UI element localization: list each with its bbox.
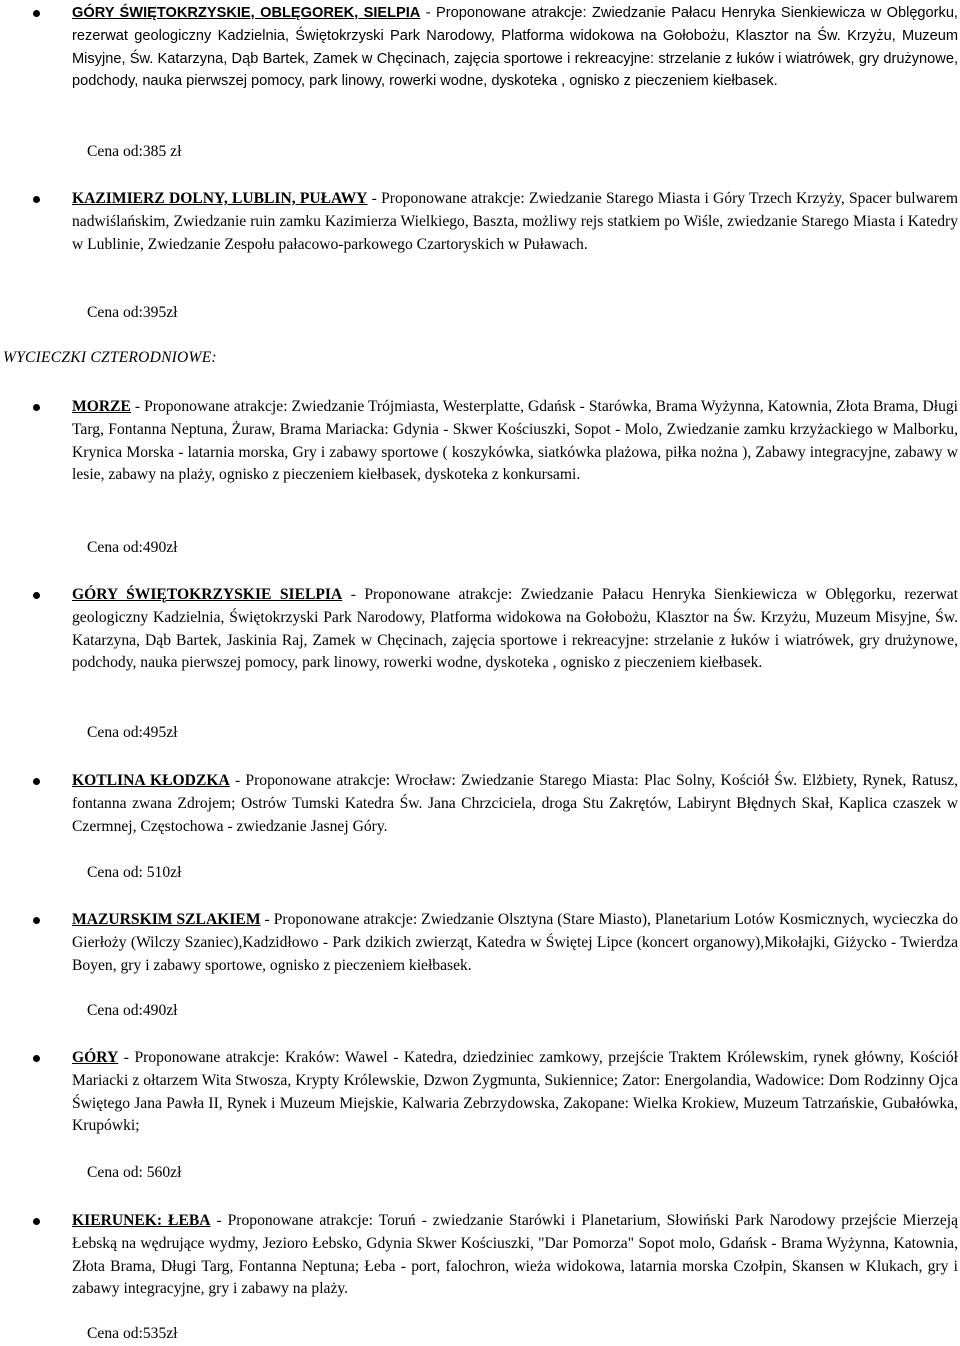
offer-item <box>72 584 958 675</box>
offer-title: KAZIMIERZ DOLNY, LUBLIN, PUŁAWY <box>72 190 368 207</box>
offer-description <box>72 188 958 256</box>
offer-title: GÓRY ŚWIĘTOKRZYSKIE SIELPIA <box>72 586 343 603</box>
offer-item <box>72 770 958 838</box>
bullet-icon <box>33 196 40 203</box>
offer-title: GÓRY ŚWIĘTOKRZYSKIE, OBLĘGOREK, SIELPIA <box>72 5 421 21</box>
bullet-icon <box>33 1055 40 1062</box>
offer-text: - Proponowane atrakcje: Zwiedzanie Trójmiasta, Westerplatte, Gdańsk - Starówka, Brama Wyżynna, Katownia, Złota Brama, Długi Targ, Fontanna Neptuna, Żuraw, Brama Mariacka: Gdynia - Skwer Kościuszki, Sopot - Molo, Zwiedzanie zamku krzyżackiego w Malborku, Krynica Morska - latarnia morska, Gry i zabawy sportowe ( koszykówka, siatkówka plażowa, piłka nożna ), Zabawy integracyjne, zabawy w lesie, zabawy na plaży, ognisko z pieczeniem kiełbasek, dyskoteka z konkursami. <box>72 398 958 484</box>
offer-price: Cena od: 560zł <box>87 1164 182 1181</box>
offer-price: Cena od: 510zł <box>87 864 182 881</box>
bullet-icon <box>33 404 40 411</box>
offer-price: Cena od:535zł <box>87 1325 178 1342</box>
offer-price: Cena od:490zł <box>87 1002 178 1019</box>
section-heading: WYCIECZKI CZTERODNIOWE: <box>3 349 217 366</box>
offer-text: - Proponowane atrakcje: Kraków: Wawel - Katedra, dziedziniec zamkowy, przejście Traktem Królewskim, rynek główny, Kościół Mariacki z ołtarzem Wita Stwosza, Krypty Królewskie, Dzwon Zygmunta, Sukiennice; Zator: Energolandia, Wadowice: Dom Rodzinny Ojca Świętego Jana Pawła II, Rynek i Muzeum Miejskie, Kalwaria Zebrzydowska, Zakopane: Wielka Krokiew, Muzeum Tatrzańskie, Gubałówka, Krupówki; <box>72 1049 958 1135</box>
offer-title: MORZE <box>72 398 131 415</box>
offer-item <box>72 1210 958 1301</box>
offer-text: - Proponowane atrakcje: Zwiedzanie Pałacu Henryka Sienkiewicza w Oblęgorku, rezerwat geologiczny Kadzielnia, Świętokrzyski Park Narodowy, Platforma widokowa na Gołobożu, Klasztor na Św. Krzyżu, Muzeum Misyjne, Św. Katarzyna, Dąb Bartek, Jaskinia Raj, Zamek w Chęcinach, zajęcia sportowe i rekreacyjne: strzelanie z łuków i wiatrówek, gry drużynowe, podchody, nauka pierwszej pomocy, park linowy, rowerki wodne, dyskoteka , ognisko z pieczeniem kiełbasek. <box>72 586 958 672</box>
offer-item <box>72 396 958 487</box>
offer-title: KIERUNEK: ŁEBA <box>72 1212 211 1229</box>
bullet-icon <box>33 10 40 17</box>
offer-item <box>72 1047 958 1138</box>
offer-description <box>72 1210 958 1301</box>
offer-item <box>72 188 958 256</box>
bullet-icon <box>33 917 40 924</box>
offer-description <box>72 909 958 977</box>
offer-text: - Proponowane atrakcje: Wrocław: Zwiedzanie Starego Miasta: Plac Solny, Kościół Św. Elżbiety, Rynek, Ratusz, fontanna zwana Zdrojem; Ostrów Tumski Katedra Św. Jana Chrzciciela, droga Stu Zakrętów, Labirynt Błędnych Skał, Kaplica czaszek w Czermnej, Częstochowa - zwiedzanie Jasnej Góry. <box>72 772 959 835</box>
bullet-icon <box>33 592 40 599</box>
offer-item <box>72 909 958 977</box>
offer-text: - Proponowane atrakcje: Toruń - zwiedzanie Starówki i Planetarium, Słowiński Park Narodowy przejście Mierzeją Łebską na wędrujące wydmy, Jezioro Łebsko, Gdynia Skwer Kościuszki, "Dar Pomorza" Sopot molo, Gdańsk - Brama Wyżynna, Katownia, Złota Brama, Długi Targ, Fontanna Neptuna; Łeba - port, falochron, wieża widokowa, latarnia morska Czołpin, Skansen w Klukach, gry i zabawy integracyjne, gry i zabawy na plaży. <box>72 1212 958 1298</box>
offer-description <box>72 584 958 675</box>
offer-item <box>72 2 958 93</box>
offer-price: Cena od:395zł <box>87 304 178 321</box>
offer-text: - Proponowane atrakcje: Zwiedzanie Starego Miasta i Góry Trzech Krzyży, Spacer bulwarem nadwiślańskim, Zwiedzanie ruin zamku Kazimierza Wielkiego, Baszta, możliwy rejs statkiem po Wiśle, zwiedzanie Starego Miasta i Katedry w Lublinie, Zwiedzanie Zespołu pałacowo-parkowego Czartoryskich w Puławach. <box>72 190 959 253</box>
offer-price: Cena od:385 zł <box>87 143 182 160</box>
bullet-icon <box>33 1218 40 1225</box>
offer-description <box>72 396 958 487</box>
offer-title: MAZURSKIM SZLAKIEM <box>72 911 261 928</box>
offer-text: - Proponowane atrakcje: Zwiedzanie Olsztyna (Stare Miasto), Planetarium Lotów Kosmicznych, wycieczka do Gierłoży (Wilczy Szaniec),Kadzidłowo - Park dzikich zwierząt, Katedra w Świętej Lipce (koncert organowy),Mikołajki, Giżycko - Twierdza Boyen, gry i zabawy sportowe, ognisko z pieczeniem kiełbasek. <box>72 911 958 974</box>
offer-description <box>72 1047 958 1138</box>
offer-title: KOTLINA KŁODZKA <box>72 772 230 789</box>
offer-price: Cena od:495zł <box>87 724 178 741</box>
offer-title: GÓRY <box>72 1049 119 1066</box>
offer-description <box>72 770 958 838</box>
offer-description <box>72 2 958 93</box>
bullet-icon <box>33 778 40 785</box>
offer-price: Cena od:490zł <box>87 539 178 556</box>
offer-text: - Proponowane atrakcje: Zwiedzanie Pałacu Henryka Sienkiewicza w Oblęgorku, rezerwat geologiczny Kadzielnia, Świętokrzyski Park Narodowy, Platforma widokowa na Gołobożu, Klasztor na Św. Krzyżu, Muzeum Misyjne, Św. Katarzyna, Dąb Bartek, Zamek w Chęcinach, zajęcia sportowe i rekreacyjne: strzelanie z łuków i wiatrówek, gry drużynowe, podchody, nauka pierwszej pomocy, park linowy, rowerki wodne, dyskoteka , ognisko z pieczeniem kiełbasek. <box>72 5 958 90</box>
